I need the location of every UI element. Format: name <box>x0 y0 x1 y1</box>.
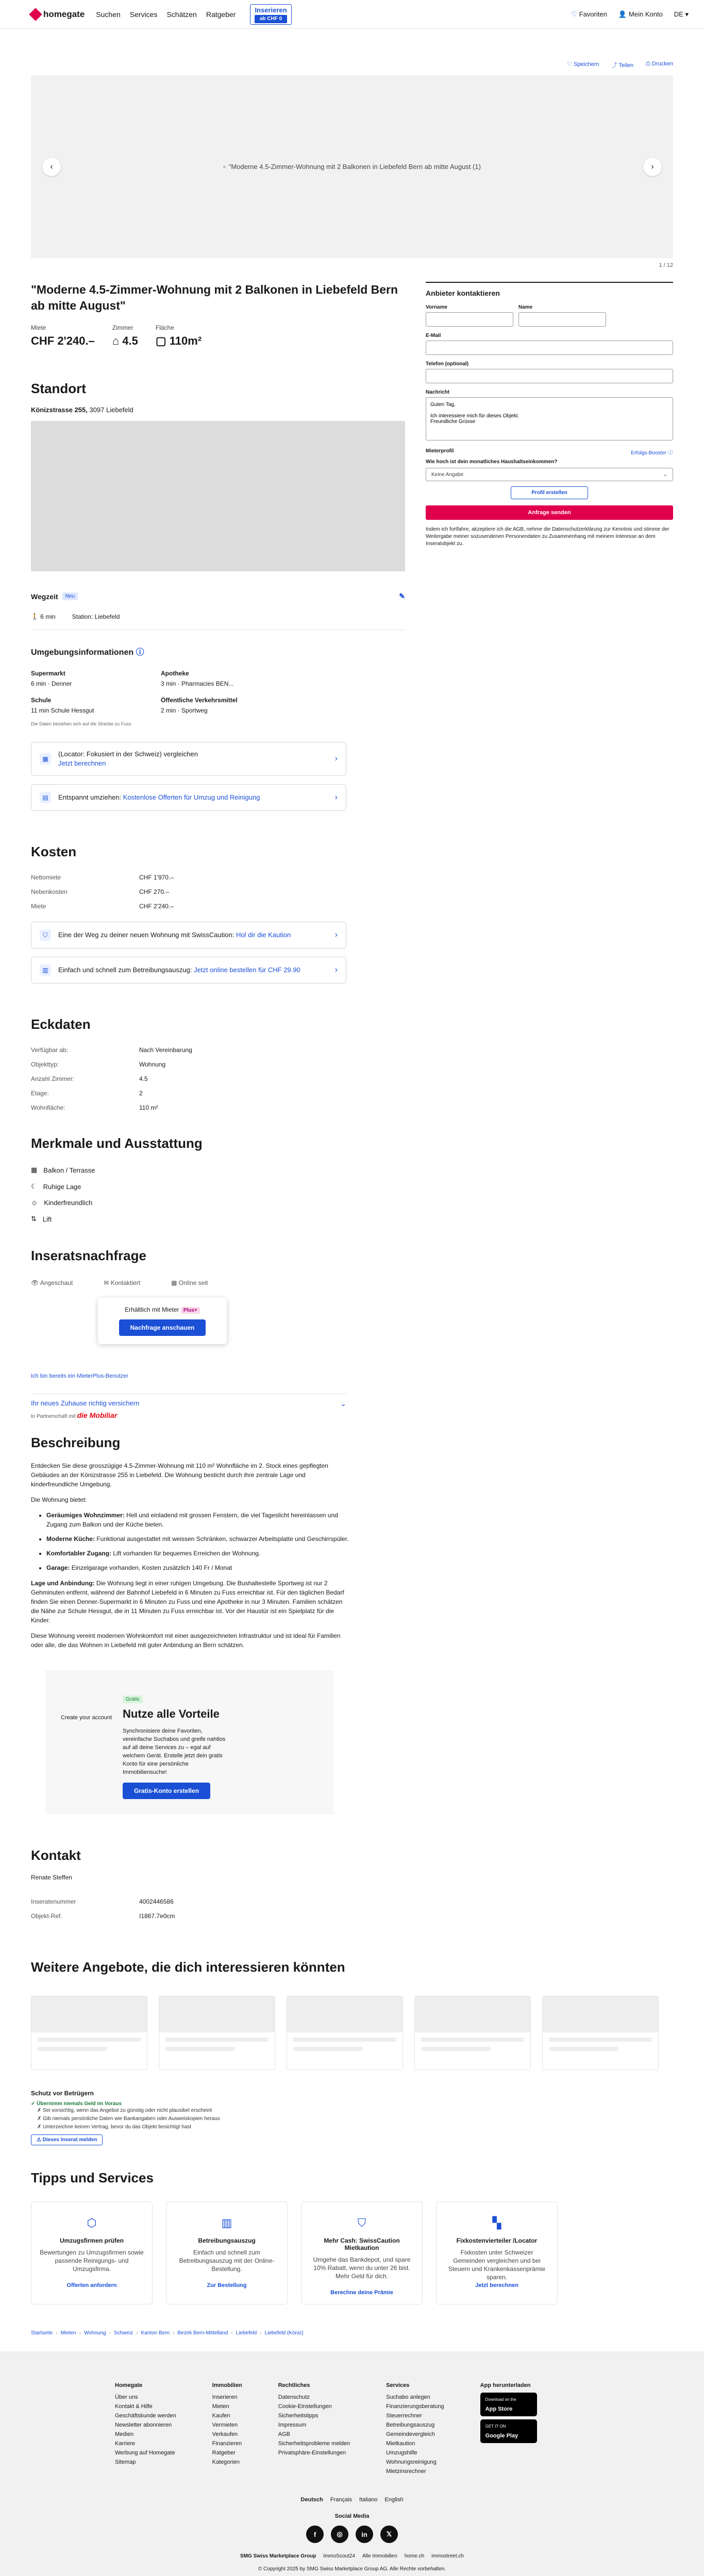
offer-card[interactable] <box>159 1996 275 2070</box>
promo-kaution[interactable]: ⛉ Eine der Weg zu deiner neuen Wohnung mit SwissCaution: Hol dir die Kaution › <box>31 922 346 948</box>
eckdaten-row: Anzahl Zimmer: 4.5 <box>31 1075 148 1082</box>
user-icon: 👤 <box>618 10 627 18</box>
shield-icon: ⛉ <box>40 929 51 941</box>
twitter-icon[interactable]: 𝕏 <box>380 2526 398 2543</box>
truck-icon: ▤ <box>40 792 51 803</box>
tip-card: ▚ Fixkostenvierteiler /Locator Fixkosten unter Schweizer Gemeinden vergleichen und bei Steuern und Krankenkassenprämie sparen. Jetzt berechnen <box>436 2201 558 2304</box>
feature-item: ⇅ Lift <box>31 1215 52 1223</box>
balcony-icon: ▦ <box>31 1166 38 1174</box>
infra-grid <box>31 670 268 714</box>
eye-icon: 👁 Angeschaut <box>31 1279 73 1286</box>
area-icon: ▢ <box>155 334 170 347</box>
mieterplus-box: Erhältlich mit Mieter Plus+ Nachfrage anschauen <box>98 1298 227 1344</box>
email-input[interactable] <box>426 341 673 355</box>
scam-item: ✗ Sei vorsichtig, wenn das Angebot zu günstig oder nicht plausibel erscheint <box>37 2108 212 2113</box>
footer-col: Homegate Über uns Kontakt & Hilfe Geschäftskunde werden Newsletter abonnieren Medien Karriere Werbung auf Homegate Sitemap <box>115 2382 176 2465</box>
nachricht-textarea[interactable] <box>426 397 673 440</box>
box-icon: ⬡ <box>87 2216 97 2229</box>
feature-item: ☾ Ruhige Lage <box>31 1182 81 1191</box>
standort-section: Standort Könizstrasse 255, 3097 Liebefeld Wegzeit Neu ✎ 🚶 6 min Station: Liebefeld <box>31 381 405 630</box>
rent-value: CHF 2'240.– <box>31 334 95 347</box>
merkmale-section: Merkmale und Ausstattung ▦ Balkon / Terrasse ☾ Ruhige Lage ☺ Kinderfreundlich ⇅ Lift <box>31 1136 405 1227</box>
child-icon: ☺ <box>31 1199 38 1207</box>
scam-warning: Schutz vor Betrügern ✓ Übernimm niemals Geld im Voraus ✗ Sei vorsichtig, wenn das Angebot zu günstig oder nicht plausibel erscheint ✗ Gib niemals persönliche Daten wie Bankangaben oder Ausweiskopien heraus ✗ Unterzeichne keinen Vertrag, bevor du das Objekt besichtigt hast ⚠ Dieses Inserat melden <box>31 2090 673 2145</box>
eckdaten-row: Objekttyp: Wohnung <box>31 1061 166 1068</box>
description-text: Entdecken Sie diese grosszügige 4.5-Zimmer-Wohnung mit 110 m² Wohnfläche im 2. Stock eines gepflegten Gebäudes an der Könizstrasse 255 in Liebefeld. Die Wohnung besticht durch ihre zentrale Lage und kinderfreundliche Umgebung. Die Wohnung bietet: • Geräumiges Wohnzimmer: Hell und einladend mit grossen Fenstern, die viel Tageslicht hereinlassen und Zugang zum Balkon und der Küche bieten. • Moderne Küche: Funktional ausgestattet mit weissen Schränken, schwarzer Arbeitsplatte und Geschirrspüler. • Komfortabler Zugang: Lift vorhanden für bequemes Erreichen der Wohnung. • Garage: Einzelgarage vorhanden, Kosten zusätzlich 140 Fr / Monat Lage und Anbindung: Die Wohnung liegt in einer ruhigen Umgebung. Die Bushaltestelle Sportweg ist nur 2 Gehminuten entfernt, während der Bahnhof Liebefeld in 6 Minuten zu Fuss erreichbar ist. Für den täglichen Bedarf finden Sie einen Denner-Supermarkt in 6 Minuten zu Fuss und eine Apotheke in nur 3 Minuten. Familien schätzen die Nähe zur Schule Hessgut, die in 11 Minuten zu Fuss erreichbar ist. Vor der Haustür ist ein Spielplatz für die Kinder. Diese Wohnung vereint modernen Wohnkomfort mit einer ausgezeichneten Infrastruktur und ist ideal für Familien oder alle, die das Wohnen in Liebefeld mit guter Anbindung an Bern schätzen. <box>31 1461 350 1650</box>
google-play-button[interactable]: GET IT ON Google Play <box>480 2419 537 2443</box>
kontakt-row: Objekt-Ref. I1867.7e0cm <box>31 1912 175 1920</box>
app-store-button[interactable]: Download on the App Store <box>480 2393 537 2416</box>
profil-button[interactable]: Profil erstellen <box>511 486 588 499</box>
linkedin-icon[interactable]: in <box>356 2526 373 2543</box>
image-gallery[interactable] <box>31 75 673 258</box>
site-header <box>0 0 704 29</box>
further-offers: Weitere Angebote, die dich interessieren könnten Schutz vor Betrügern ✓ Übernimm niemals Geld im Voraus ✗ Sei vorsichtig, wenn das Angebot zu günstig oder nicht plausibel erscheint ✗ Gib niemals persönliche Daten wie Bankangaben oder Ausweiskopien heraus ✗ Unterzeichne keinen Vertrag, bevor du das Objekt besichtigt hast ⚠ Dieses Inserat melden <box>31 1959 673 2145</box>
promo-umzug[interactable]: ▤ Entspannt umziehen: Kostenlose Offerten für Umzug und Reinigung › <box>31 784 346 811</box>
tip-card: ▥ Betreibungsauszug Einfach und schnell zum Betreibungsauszug mit der Online-Bestellung. Zur Bestellung <box>166 2201 288 2304</box>
feature-item: ☺ Kinderfreundlich <box>31 1199 93 1207</box>
kosten-row: Miete CHF 2'240.– <box>31 903 174 910</box>
nav-services[interactable]: Services <box>129 10 158 19</box>
address: Könizstrasse 255, 3097 Liebefeld <box>31 406 133 414</box>
booster-link[interactable]: Erfolgs-Booster ⓘ <box>631 450 673 456</box>
mobiliar-banner[interactable]: Ihr neues Zuhause richtig versichern In Partnerschaft mit die Mobiliar ⌄ <box>31 1394 346 1419</box>
infra-item: Supermarkt 6 min · Denner <box>31 670 72 687</box>
feature-item: ▦ Balkon / Terrasse <box>31 1166 95 1174</box>
vorname-input[interactable] <box>426 312 513 327</box>
print-button[interactable]: ⎙ Drucken <box>646 61 673 67</box>
save-button[interactable]: ♡ Speichern <box>567 61 599 67</box>
document-icon: ▥ <box>40 964 51 976</box>
offer-card[interactable] <box>414 1996 531 2070</box>
tip-card: ⬡ Umzugsfirmen prüfen Bewertungen zu Umzugsfirmen sowie passende Reinigungs- und Umzugsfirma. Offerten anfordern <box>31 2201 153 2304</box>
offer-card[interactable] <box>542 1996 659 2070</box>
listing-title: "Moderne 4.5-Zimmer-Wohnung mit 2 Balkonen in Liebefeld Bern ab mitte August" <box>31 283 398 312</box>
chevron-right-icon: › <box>334 754 338 763</box>
share-button[interactable]: ⤴ Teilen <box>611 62 634 69</box>
rooms-value: ⌂ 4.5 <box>112 334 138 347</box>
nachfrage-section: Inseratsnachfrage 👁 Angeschaut ✉ Kontaktiert ▦ Online seit Erhältlich mit Mieter Plus+ Nachfrage anschauen Ich bin bereits ein MieterPlus-Benutzer Ihr neues Zuhause richtig versichern In Partnerschaft mit die Mobiliar ⌄ <box>31 1248 346 1419</box>
info-icon[interactable]: ⓘ <box>136 648 144 657</box>
gallery-prev-icon[interactable]: ‹ <box>42 158 61 176</box>
chevron-right-icon: › <box>334 965 338 974</box>
infra-item: Öffentliche Verkehrsmittel 2 min · Sportweg <box>161 697 238 714</box>
footer-col: Services Suchabo anlegen Finanzierungsberatung Steuerrechner Betreibungsauszug Gemeindevergleich Mietkaution Umzugshilfe Wohnungsreinigung Mietzinsrechner <box>386 2382 444 2475</box>
mein-konto-link[interactable]: 👤 Mein Konto <box>618 10 663 18</box>
chevron-down-icon: ⌄ <box>663 471 667 478</box>
contact-form: Anbieter kontaktieren Vorname Name E-Mail Telefon (optional) Nachricht Guten Tag, Ich interessiere mich für dieses Objekt. Freundliche Grüsse Mieterprofil Erfolgs-Booster ⓘ Wie hoch ist dein monatliches Haushaltseinkommen? Keine Angabe ⌄ Profil erstellen Anfrage senden Indem ich fortfahre, akzeptiere ich die AGB, nehme die Datenschutzerklärung zur Kenntnis und stimme der Weitergabe meiner sozusendenen Personendaten zu Zusammenhang mit meinem Interesse an dem Inseratobjekt zu. <box>426 282 673 548</box>
gallery-image-alt: ▫ "Moderne 4.5-Zimmer-Wohnung mit 2 Balkonen in Liebefeld Bern ab mitte August (1) <box>223 163 481 171</box>
nav-ratgeber[interactable]: Ratgeber <box>206 10 236 19</box>
kosten-row: Nettomiete CHF 1'970.– <box>31 874 174 881</box>
language-select[interactable]: DE ▾ <box>674 10 689 18</box>
gallery-counter: 1 / 12 <box>659 262 673 268</box>
main-nav <box>96 10 236 19</box>
beschreibung-section: Beschreibung Entdecken Sie diese grosszügige 4.5-Zimmer-Wohnung mit 110 m² Wohnfläche im 2. Stock eines gepflegten Gebäudes an der Könizstrasse 255 in Liebefeld. Die Wohnung besticht durch ihre zentrale Lage und kinderfreundliche Umgebung. Die Wohnung bietet: • Geräumiges Wohnzimmer: Hell und einladend mit grossen Fenstern, die viel Tageslicht hereinlassen und Zugang zum Balkon und der Küche bieten. • Moderne Küche: Funktional ausgestattet mit weissen Schränken, schwarzer Arbeitsplatte und Geschirrspüler. • Komfortabler Zugang: Lift vorhanden für bequemes Erreichen der Wohnung. • Garage: Einzelgarage vorhanden, Kosten zusätzlich 140 Fr / Monat Lage und Anbindung: Die Wohnung liegt in einer ruhigen Umgebung. Die Bushaltestelle Sportweg ist nur 2 Gehminuten entfernt, während der Bahnhof Liebefeld in 6 Minuten zu Fuss erreichbar ist. Für den täglichen Bedarf finden Sie einen Denner-Supermarkt in 6 Minuten zu Fuss und eine Apotheke in nur 3 Minuten. Familien schätzen die Nähe zur Schule Hessgut, die in 11 Minuten zu Fuss erreichbar ist. Vor der Haustür ist ein Spielplatz für die Kinder. Diese Wohnung vereint modernen Wohnkomfort mit einer ausgezeichneten Infrastruktur und ist ideal für Familien oder alle, die das Wohnen in Liebefeld mit guter Anbindung an Bern schätzen. Create your account Gratis Nutze alle Vorteile Synchronisiere deine Favoriten, vereinfache Suchabos und greife nahtlos auf all deine Services zu – egal auf welchem Gerät. Erstelle jetzt dein gratis Konto für eine persönliche Immobiliensuche! Gratis-Konto erstellen <box>31 1435 405 1815</box>
walk-icon: 🚶 6 min <box>31 613 56 620</box>
logo-mark-icon <box>29 8 42 21</box>
scam-item: ✗ Gib niemals persönliche Daten wie Bankangaben oder Ausweiskopien heraus <box>37 2116 220 2122</box>
promo-locator[interactable]: ▦ (Locator: Fokusiert in der Schweiz) vergleichen Jetzt berechnen › <box>31 742 346 776</box>
infra-item: Apotheke 3 min · Pharmacies BEN... <box>161 670 234 687</box>
name-input[interactable] <box>518 312 606 327</box>
eckdaten-row: Wohnfläche: 110 m² <box>31 1104 158 1111</box>
send-button[interactable]: Anfrage senden <box>426 505 673 520</box>
account-image: Create your account <box>61 1715 112 1721</box>
door-icon: ⌂ <box>112 334 123 347</box>
instagram-icon[interactable]: ◎ <box>331 2526 348 2543</box>
site-footer: Homegate Über uns Kontakt & Hilfe Geschäftskunde werden Newsletter abonnieren Medien Karriere Werbung auf Homegate Sitemap Immobilien Inserieren Mieten Kaufen Vermieten Verkaufen Finanzieren Ratgeber Kategorien Rechtliches Datenschutz Cookie-Einstellungen Sicherheitstipps Impressum AGB Sicherheitsprobleme melden Privatsphäre-Einstellungen Services Suchabo anlegen Finanzierungsberatung Steuerrechner Betreibungsauszug Gemeindevergleich Mietkaution Umzugshilfe Wohnungsreinigung Mietzinsrechner App herunterladen Download on the App Store GET IT ON Google Play Deutsch Français Italiano English Social Media f ◎ in 𝕏 SMG Swiss Marketplace Group ImmoScout24 Alle Immobilien home.ch immostreet.ch © Copyright 2025 by SMG Swiss Marketplace Group AG. Alle Rechte vorbehalten. <box>0 2351 704 2576</box>
app-download: App herunterladen Download on the App Store GET IT ON Google Play <box>480 2382 537 2476</box>
calculator-icon: ▦ <box>40 753 51 765</box>
calendar-icon: ▦ Online seit <box>171 1279 208 1286</box>
income-select[interactable]: Keine Angabe ⌄ <box>426 468 673 481</box>
nachfrage-button[interactable]: Nachfrage anschauen <box>119 1319 206 1336</box>
group-links: SMG Swiss Marketplace Group ImmoScout24 Alle Immobilien home.ch immostreet.ch <box>240 2553 464 2559</box>
listing-actions <box>31 29 673 75</box>
create-account-button[interactable]: Gratis-Konto erstellen <box>123 1783 210 1799</box>
kontakt-row: Inseratenummer 4002446586 <box>31 1898 174 1905</box>
footer-col: Rechtliches Datenschutz Cookie-Einstellungen Sicherheitstipps Impressum AGB Sicherheitsprobleme melden Privatsphäre-Einstellungen <box>278 2382 350 2456</box>
eckdaten-section: Eckdaten Verfügbar ab: Nach Vereinbarung Objekttyp: Wohnung Anzahl Zimmer: 4.5 Etage: 2 Wohnfläche: 110 m² <box>31 1016 405 1115</box>
homegate-logo[interactable]: homegate <box>31 9 85 20</box>
report-button[interactable]: ⚠ Dieses Inserat melden <box>31 2134 103 2145</box>
tips-section: Tipps und Services ⬡ Umzugsfirmen prüfen Bewertungen zu Umzugsfirmen sowie passende Reinigungs- und Umzugsfirma. Offerten anfordern ▥ Betreibungsauszug Einfach und schnell zum Betreibungsauszug mit der Online-Bestellung. Zur Bestellung ⛉ Mehr Cash: SwissCaution Mietkaution Umgehe das Bankdepot, und spare 10% Rabatt, wenn du unter 26 bist. Mehr Geld für dich. Berechne deine Prämie ▚ Fixkostenvierteiler /Locator Fixkosten unter Schweizer Gemeinden vergleichen und bei Steuern und Krankenkassenprämie sparen. Jetzt berechnen <box>31 2170 673 2304</box>
offer-card[interactable] <box>31 1996 147 2070</box>
offer-card[interactable] <box>287 1996 403 2070</box>
mieterplus-login-link[interactable]: Ich bin bereits ein MieterPlus-Benutzer <box>31 1373 128 1379</box>
elevator-icon: ⇅ <box>31 1215 37 1223</box>
kosten-section: Kosten Nettomiete CHF 1'970.– Nebenkosten CHF 270.– Miete CHF 2'240.– ⛉ Eine der Weg zu deiner neuen Wohnung mit SwissCaution: Hol dir die Kaution › ▥ Einfach und schnell zum Betreibungsauszug: Jetzt online bestellen für CHF 29.90 › <box>31 844 405 984</box>
eckdaten-row: Verfügbar ab: Nach Vereinbarung <box>31 1046 192 1054</box>
broken-image-icon: ▫ <box>223 163 226 171</box>
telefon-input[interactable] <box>426 369 673 383</box>
key-facts: Miete CHF 2'240.– Zimmer ⌂ 4.5 Fläche ▢ 110m² <box>31 324 202 347</box>
umgebung-section: Umgebungsinformationen ⓘ Supermarkt 6 min · Denner Apotheke 3 min · Pharmacies BEN... Schule 11 min Schule Hessgut Öffentliche Verkehrsmittel 2 min · Sportweg Die Daten beziehen sich auf die Strecke zu Fuss. <box>31 646 405 726</box>
area-value: ▢ 110m² <box>155 334 202 347</box>
eckdaten-row: Etage: 2 <box>31 1090 143 1097</box>
wegzeit-row: 🚶 6 min Station: Liebefeld <box>31 613 405 630</box>
chevron-right-icon: › <box>334 793 338 802</box>
kosten-row: Nebenkosten CHF 270.– <box>31 888 170 895</box>
facebook-icon[interactable]: f <box>306 2526 324 2543</box>
promo-betreibung[interactable]: ▥ Einfach und schnell zum Betreibungsauszug: Jetzt online bestellen für CHF 29.90 › <box>31 957 346 984</box>
nav-schaetzen[interactable]: Schätzen <box>166 10 197 19</box>
edit-icon[interactable]: ✎ <box>399 592 405 600</box>
document-icon: ▥ <box>221 2216 232 2229</box>
chevron-right-icon: › <box>334 930 338 939</box>
breadcrumb: Startseite › Mieten › Wohnung › Schweiz › Kanton Bern › Bezirk Bern-Mittelland › Liebefeld › Liebefeld (Köniz) <box>31 2330 304 2336</box>
quiet-icon: ☾ <box>31 1182 37 1190</box>
contact-sidebar <box>426 273 673 1923</box>
favoriten-link[interactable]: ♡ Favoriten <box>571 10 607 18</box>
account-promo: Create your account Gratis Nutze alle Vorteile Synchronisiere deine Favoriten, vereinfache Suchabos und greife nahtlos auf all deine Services zu – egal auf welchem Gerät. Erstelle jetzt dein gratis Konto für eine persönliche Immobiliensuche! Gratis-Konto erstellen <box>45 1670 334 1815</box>
shield-icon: ⛉ <box>357 2216 366 2229</box>
map-icon: ▚ <box>492 2216 501 2229</box>
footer-col: Immobilien Inserieren Mieten Kaufen Vermieten Verkaufen Finanzieren Ratgeber Kategorien <box>212 2382 242 2465</box>
main-column <box>31 273 405 1923</box>
location-map[interactable] <box>31 421 405 571</box>
kontakt-section: Kontakt Renate Steffen Inseratenummer 4002446586 Objekt-Ref. I1867.7e0cm <box>31 1848 405 1923</box>
tip-card: ⛉ Mehr Cash: SwissCaution Mietkaution Umgehe das Bankdepot, und spare 10% Rabatt, wenn du unter 26 bist. Mehr Geld für dich. Berechne deine Prämie <box>301 2201 423 2304</box>
mail-icon: ✉ Kontaktiert <box>104 1279 141 1286</box>
chevron-down-icon[interactable]: ⌄ <box>340 1399 346 1408</box>
heart-icon: ♡ <box>571 10 577 18</box>
gallery-next-icon[interactable]: › <box>643 158 662 176</box>
wegzeit-heading: Wegzeit Neu ✎ <box>31 592 405 601</box>
language-switch: Deutsch Français Italiano English <box>300 2497 404 2503</box>
scam-item: ✗ Unterzeichne keinen Vertrag, bevor du das Objekt besichtigt hast <box>37 2124 192 2130</box>
infra-item: Schule 11 min Schule Hessgut <box>31 697 94 714</box>
inserieren-button[interactable]: Inserieren ab CHF 0 <box>250 4 291 25</box>
nav-suchen[interactable]: Suchen <box>96 10 121 19</box>
